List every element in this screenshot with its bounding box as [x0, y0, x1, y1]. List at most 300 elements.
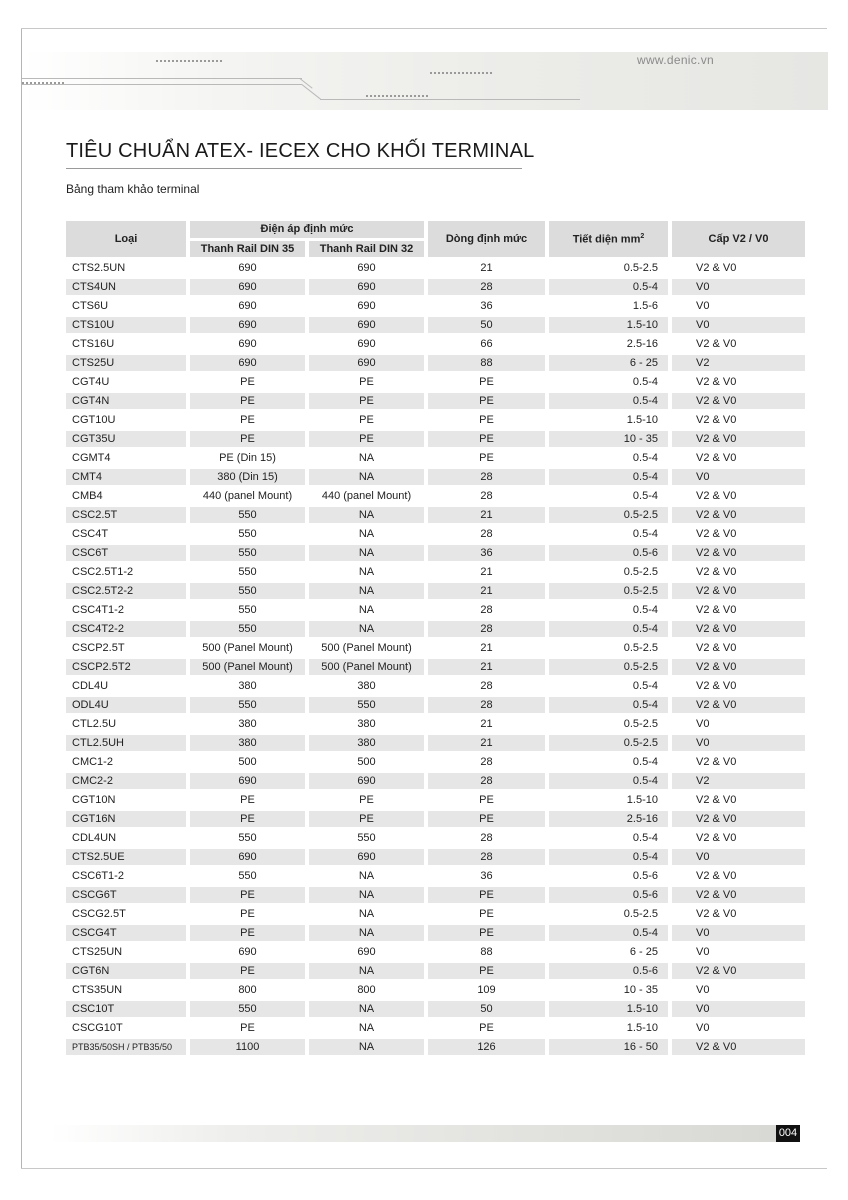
cell-current: 50: [428, 1001, 545, 1017]
table-row: [66, 336, 805, 352]
cell-type: CMC1-2: [66, 754, 186, 770]
cell-current: 28: [428, 830, 545, 846]
cell-class: V2 & V0: [672, 545, 805, 561]
cell-current: 28: [428, 754, 545, 770]
cell-din32: NA: [309, 963, 424, 979]
cell-section: 16 - 50: [549, 1039, 668, 1055]
cell-type: CSCP2.5T2: [66, 659, 186, 675]
cell-section: 0.5-4: [549, 773, 668, 789]
cell-class: V2 & V0: [672, 621, 805, 637]
table-row: [66, 279, 805, 295]
header-section-label: Tiết diện mm: [572, 233, 641, 246]
cell-class: V0: [672, 279, 805, 295]
header-current: Dòng định mức: [428, 221, 545, 257]
header-class: Cấp V2 / V0: [672, 221, 805, 257]
cell-current: 28: [428, 602, 545, 618]
table-row: [66, 393, 805, 409]
cell-type: CTS2.5UE: [66, 849, 186, 865]
cell-section: 1.5-10: [549, 1020, 668, 1036]
cell-class: V2 & V0: [672, 963, 805, 979]
cell-class: V2 & V0: [672, 659, 805, 675]
cell-type: CSCG4T: [66, 925, 186, 941]
cell-section: 10 - 35: [549, 431, 668, 447]
cell-din32: 690: [309, 336, 424, 352]
cell-din35: PE (Din 15): [190, 450, 305, 466]
cell-current: 66: [428, 336, 545, 352]
cell-current: 21: [428, 659, 545, 675]
cell-current: PE: [428, 906, 545, 922]
table-row: [66, 754, 805, 770]
cell-section: 0.5-2.5: [549, 716, 668, 732]
cell-din35: 690: [190, 279, 305, 295]
cell-type: CDL4UN: [66, 830, 186, 846]
header-voltage-group: Điện áp định mức: [190, 221, 424, 238]
cell-current: 21: [428, 260, 545, 276]
header-deco-dots: [366, 95, 428, 97]
table-row: [66, 526, 805, 542]
cell-din32: 380: [309, 735, 424, 751]
table-body: [66, 260, 805, 1055]
cell-section: 10 - 35: [549, 982, 668, 998]
cell-din32: 440 (panel Mount): [309, 488, 424, 504]
cell-section: 1.5-10: [549, 412, 668, 428]
cell-class: V2 & V0: [672, 602, 805, 618]
cell-din32: NA: [309, 564, 424, 580]
cell-type: CSC6T1-2: [66, 868, 186, 884]
cell-current: PE: [428, 1020, 545, 1036]
table-row: [66, 830, 805, 846]
cell-class: V2 & V0: [672, 754, 805, 770]
site-url[interactable]: www.denic.vn: [637, 53, 714, 67]
cell-class: V2 & V0: [672, 450, 805, 466]
table-row: [66, 640, 805, 656]
cell-section: 0.5-6: [549, 868, 668, 884]
cell-type: CGT10U: [66, 412, 186, 428]
cell-din35: PE: [190, 887, 305, 903]
table-row: [66, 431, 805, 447]
cell-current: 109: [428, 982, 545, 998]
cell-type: ODL4U: [66, 697, 186, 713]
cell-type: CSC6T: [66, 545, 186, 561]
cell-din32: NA: [309, 868, 424, 884]
table-row: [66, 963, 805, 979]
cell-current: 88: [428, 355, 545, 371]
cell-din32: 690: [309, 944, 424, 960]
cell-class: V0: [672, 1001, 805, 1017]
cell-type: CSC4T1-2: [66, 602, 186, 618]
cell-din32: NA: [309, 507, 424, 523]
cell-class: V0: [672, 849, 805, 865]
cell-din35: 550: [190, 583, 305, 599]
page-frame-top: [21, 28, 827, 29]
cell-din32: PE: [309, 412, 424, 428]
cell-class: V2: [672, 355, 805, 371]
cell-din35: 550: [190, 621, 305, 637]
cell-current: 36: [428, 868, 545, 884]
table-row: [66, 697, 805, 713]
cell-type: CTS4UN: [66, 279, 186, 295]
cell-current: 36: [428, 298, 545, 314]
cell-din35: 690: [190, 849, 305, 865]
cell-din35: 550: [190, 697, 305, 713]
table-row: [66, 982, 805, 998]
cell-type: CMT4: [66, 469, 186, 485]
cell-din32: NA: [309, 526, 424, 542]
cell-din32: NA: [309, 469, 424, 485]
cell-section: 2.5-16: [549, 811, 668, 827]
table-row: [66, 678, 805, 694]
cell-class: V0: [672, 982, 805, 998]
table-row: [66, 355, 805, 371]
cell-din35: 800: [190, 982, 305, 998]
cell-type: CTS6U: [66, 298, 186, 314]
cell-current: PE: [428, 412, 545, 428]
cell-section: 0.5-4: [549, 830, 668, 846]
cell-din35: 690: [190, 298, 305, 314]
cell-current: 28: [428, 469, 545, 485]
table-row: [66, 887, 805, 903]
cell-current: PE: [428, 792, 545, 808]
cell-current: 28: [428, 678, 545, 694]
cell-din35: PE: [190, 792, 305, 808]
cell-type: CGT35U: [66, 431, 186, 447]
cell-din32: NA: [309, 583, 424, 599]
cell-current: PE: [428, 963, 545, 979]
cell-class: V2 & V0: [672, 526, 805, 542]
cell-type: CTS25UN: [66, 944, 186, 960]
cell-section: 0.5-2.5: [549, 906, 668, 922]
table-row: [66, 621, 805, 637]
table-row: [66, 583, 805, 599]
table-row: [66, 1039, 805, 1055]
cell-type: CGT16N: [66, 811, 186, 827]
header-type: Loại: [66, 221, 186, 257]
cell-din35: 1100: [190, 1039, 305, 1055]
cell-din35: 550: [190, 602, 305, 618]
cell-type: CSC4T2-2: [66, 621, 186, 637]
cell-current: PE: [428, 887, 545, 903]
cell-din35: 690: [190, 317, 305, 333]
table-row: [66, 849, 805, 865]
cell-din35: PE: [190, 374, 305, 390]
cell-din32: NA: [309, 925, 424, 941]
cell-type: CSC2.5T: [66, 507, 186, 523]
cell-class: V0: [672, 1020, 805, 1036]
cell-section: 0.5-4: [549, 621, 668, 637]
header-deco-dots: [430, 72, 494, 74]
cell-din32: 550: [309, 697, 424, 713]
title-divider: [66, 168, 522, 169]
table-row: [66, 735, 805, 751]
cell-class: V0: [672, 925, 805, 941]
cell-current: PE: [428, 450, 545, 466]
cell-din32: 800: [309, 982, 424, 998]
cell-current: PE: [428, 811, 545, 827]
cell-section: 0.5-4: [549, 602, 668, 618]
cell-din35: PE: [190, 811, 305, 827]
cell-section: 1.5-10: [549, 317, 668, 333]
table-row: [66, 450, 805, 466]
header-deco-dots: [22, 82, 66, 84]
cell-type: CSCG6T: [66, 887, 186, 903]
terminal-spec-table: [62, 218, 809, 1058]
cell-class: V2 & V0: [672, 431, 805, 447]
cell-type: CGT4N: [66, 393, 186, 409]
cell-class: V2 & V0: [672, 488, 805, 504]
cell-current: PE: [428, 431, 545, 447]
cell-din32: PE: [309, 792, 424, 808]
cell-din35: PE: [190, 906, 305, 922]
cell-section: 0.5-6: [549, 963, 668, 979]
cell-din32: PE: [309, 374, 424, 390]
cell-section: 0.5-2.5: [549, 564, 668, 580]
cell-type: CSC2.5T1-2: [66, 564, 186, 580]
cell-section: 1.5-10: [549, 1001, 668, 1017]
cell-din35: 500 (Panel Mount): [190, 659, 305, 675]
cell-din32: NA: [309, 621, 424, 637]
cell-section: 0.5-4: [549, 279, 668, 295]
table-row: [66, 1020, 805, 1036]
cell-current: 21: [428, 564, 545, 580]
cell-current: 21: [428, 735, 545, 751]
cell-current: 21: [428, 507, 545, 523]
cell-current: PE: [428, 925, 545, 941]
cell-section: 0.5-4: [549, 526, 668, 542]
cell-section: 0.5-2.5: [549, 507, 668, 523]
cell-din32: 500 (Panel Mount): [309, 640, 424, 656]
cell-din35: 440 (panel Mount): [190, 488, 305, 504]
header-deco-line: [22, 84, 302, 85]
cell-din35: 550: [190, 830, 305, 846]
cell-type: CDL4U: [66, 678, 186, 694]
cell-type: CTL2.5UH: [66, 735, 186, 751]
cell-class: V2 & V0: [672, 564, 805, 580]
cell-type: CMB4: [66, 488, 186, 504]
cell-din35: 690: [190, 773, 305, 789]
header-din35: Thanh Rail DIN 35: [190, 241, 305, 258]
cell-din32: 500 (Panel Mount): [309, 659, 424, 675]
cell-class: V2 & V0: [672, 1039, 805, 1055]
cell-section: 0.5-6: [549, 887, 668, 903]
table-row: [66, 792, 805, 808]
cell-type: CSCG2.5T: [66, 906, 186, 922]
header-section-sup: 2: [640, 232, 645, 240]
table-caption: Bảng tham khảo terminal: [66, 182, 200, 196]
cell-class: V2 & V0: [672, 830, 805, 846]
cell-class: V2 & V0: [672, 811, 805, 827]
table-row: [66, 545, 805, 561]
table-row: [66, 944, 805, 960]
table-row: [66, 659, 805, 675]
table-row: [66, 374, 805, 390]
table-row: [66, 469, 805, 485]
cell-section: 1.5-10: [549, 792, 668, 808]
cell-current: 28: [428, 773, 545, 789]
table-row: [66, 260, 805, 276]
cell-type: CGT10N: [66, 792, 186, 808]
cell-current: PE: [428, 393, 545, 409]
cell-class: V2 & V0: [672, 260, 805, 276]
cell-din35: 380: [190, 735, 305, 751]
cell-din35: 550: [190, 1001, 305, 1017]
table-row: [66, 773, 805, 789]
cell-type: CTS25U: [66, 355, 186, 371]
page-title: TIÊU CHUẨN ATEX- IECEX CHO KHỐI TERMINAL: [66, 140, 535, 162]
cell-din35: 550: [190, 526, 305, 542]
cell-type: CTS10U: [66, 317, 186, 333]
cell-class: V2: [672, 773, 805, 789]
cell-current: PE: [428, 374, 545, 390]
header-deco-line: [320, 99, 580, 100]
cell-din35: 550: [190, 545, 305, 561]
cell-din32: NA: [309, 906, 424, 922]
page-frame-left: [21, 28, 22, 1168]
cell-type: CTS2.5UN: [66, 260, 186, 276]
cell-class: V0: [672, 716, 805, 732]
cell-din32: 690: [309, 355, 424, 371]
cell-din35: 500: [190, 754, 305, 770]
cell-din32: NA: [309, 450, 424, 466]
cell-current: 50: [428, 317, 545, 333]
cell-type: CGT4U: [66, 374, 186, 390]
cell-din32: PE: [309, 431, 424, 447]
cell-section: 2.5-16: [549, 336, 668, 352]
cell-current: 28: [428, 526, 545, 542]
header-section: [549, 221, 668, 257]
cell-class: V2 & V0: [672, 697, 805, 713]
table-row: [66, 716, 805, 732]
cell-current: 28: [428, 697, 545, 713]
table-row: [66, 298, 805, 314]
cell-class: V2 & V0: [672, 507, 805, 523]
table-row: [66, 488, 805, 504]
cell-din32: 690: [309, 773, 424, 789]
cell-class: V2 & V0: [672, 887, 805, 903]
table-row: [66, 602, 805, 618]
header-deco-line: [22, 78, 302, 79]
table-row: [66, 412, 805, 428]
cell-section: 0.5-2.5: [549, 583, 668, 599]
cell-section: 0.5-4: [549, 469, 668, 485]
cell-current: 21: [428, 716, 545, 732]
cell-current: 28: [428, 621, 545, 637]
cell-class: V0: [672, 298, 805, 314]
cell-class: V2 & V0: [672, 868, 805, 884]
cell-section: 6 - 25: [549, 944, 668, 960]
table-row: [66, 507, 805, 523]
cell-current: 21: [428, 583, 545, 599]
cell-section: 0.5-4: [549, 925, 668, 941]
cell-din35: 690: [190, 336, 305, 352]
cell-section: 0.5-2.5: [549, 735, 668, 751]
cell-type: PTB35/50SH / PTB35/50: [66, 1039, 186, 1055]
header-deco-dots: [156, 60, 222, 62]
cell-section: 0.5-4: [549, 393, 668, 409]
cell-type: CTS16U: [66, 336, 186, 352]
table-row: [66, 868, 805, 884]
cell-din35: 550: [190, 507, 305, 523]
cell-section: 0.5-2.5: [549, 659, 668, 675]
cell-din35: 550: [190, 564, 305, 580]
cell-type: CTS35UN: [66, 982, 186, 998]
cell-din35: PE: [190, 963, 305, 979]
cell-type: CSC10T: [66, 1001, 186, 1017]
cell-din32: NA: [309, 1020, 424, 1036]
cell-section: 0.5-4: [549, 488, 668, 504]
cell-din35: 500 (Panel Mount): [190, 640, 305, 656]
cell-class: V2 & V0: [672, 906, 805, 922]
cell-class: V2 & V0: [672, 678, 805, 694]
cell-current: 28: [428, 488, 545, 504]
table-row: [66, 811, 805, 827]
cell-current: 36: [428, 545, 545, 561]
cell-din32: 380: [309, 716, 424, 732]
cell-type: CGT6N: [66, 963, 186, 979]
cell-class: V2 & V0: [672, 412, 805, 428]
cell-class: V2 & V0: [672, 336, 805, 352]
cell-section: 6 - 25: [549, 355, 668, 371]
cell-current: 28: [428, 279, 545, 295]
table-row: [66, 906, 805, 922]
cell-din32: PE: [309, 393, 424, 409]
cell-current: 28: [428, 849, 545, 865]
cell-current: 21: [428, 640, 545, 656]
cell-section: 0.5-2.5: [549, 640, 668, 656]
page-number: 004: [776, 1125, 800, 1142]
cell-class: V0: [672, 469, 805, 485]
cell-type: CSC2.5T2-2: [66, 583, 186, 599]
cell-current: 126: [428, 1039, 545, 1055]
cell-section: 0.5-4: [549, 849, 668, 865]
footer-band: [50, 1125, 776, 1142]
cell-din32: 690: [309, 849, 424, 865]
table-row: [66, 564, 805, 580]
cell-type: CTL2.5U: [66, 716, 186, 732]
cell-din32: 380: [309, 678, 424, 694]
cell-din35: 380: [190, 716, 305, 732]
cell-section: 0.5-6: [549, 545, 668, 561]
table-row: [66, 925, 805, 941]
cell-type: CSCG10T: [66, 1020, 186, 1036]
cell-type: CSCP2.5T: [66, 640, 186, 656]
cell-section: 0.5-4: [549, 450, 668, 466]
cell-din32: NA: [309, 545, 424, 561]
cell-class: V0: [672, 735, 805, 751]
table-row: [66, 317, 805, 333]
cell-section: 0.5-2.5: [549, 260, 668, 276]
cell-din32: 690: [309, 260, 424, 276]
cell-din35: 380: [190, 678, 305, 694]
cell-din35: 550: [190, 868, 305, 884]
cell-din35: 690: [190, 355, 305, 371]
cell-section: 0.5-4: [549, 754, 668, 770]
cell-class: V2 & V0: [672, 374, 805, 390]
cell-din32: 690: [309, 279, 424, 295]
cell-class: V2 & V0: [672, 640, 805, 656]
cell-din32: PE: [309, 811, 424, 827]
cell-class: V2 & V0: [672, 583, 805, 599]
page-frame-bottom: [21, 1168, 827, 1169]
cell-din32: NA: [309, 887, 424, 903]
cell-din35: 380 (Din 15): [190, 469, 305, 485]
cell-section: 0.5-4: [549, 678, 668, 694]
cell-din35: PE: [190, 412, 305, 428]
cell-type: CMC2-2: [66, 773, 186, 789]
cell-section: 0.5-4: [549, 374, 668, 390]
cell-type: CGMT4: [66, 450, 186, 466]
cell-class: V0: [672, 317, 805, 333]
cell-section: 0.5-4: [549, 697, 668, 713]
